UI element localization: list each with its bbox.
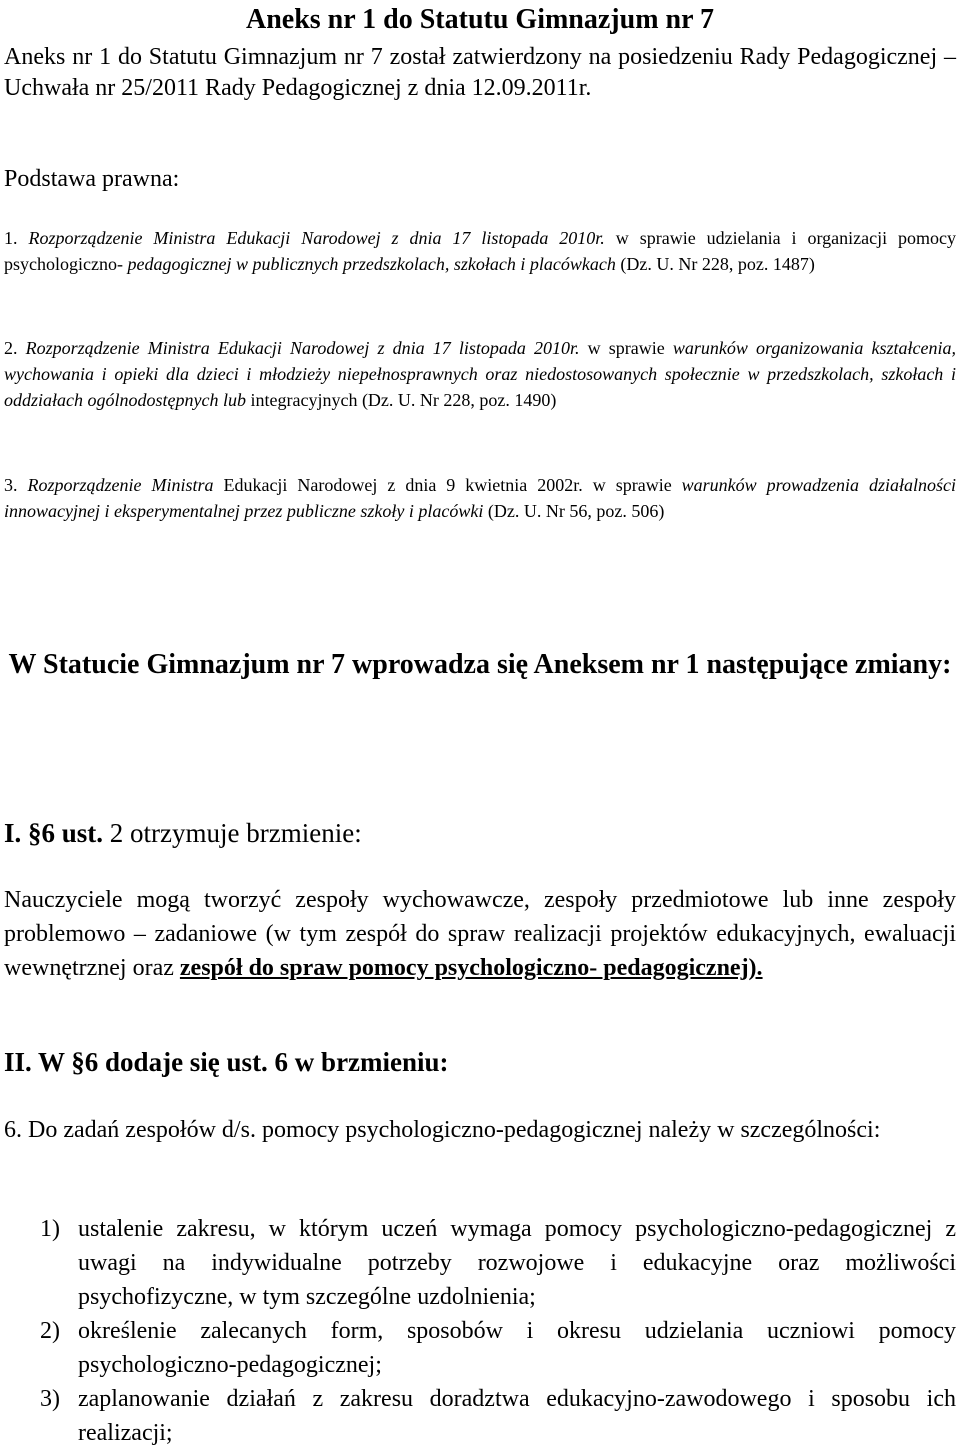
list-item [4,1382,956,1450]
list-item-text: ustalenie zakresu, w którym uczeń wymaga pomocy psychologiczno-pedagogicznej z uwagi na indywidualne potrzeby rozwojowe i edukacyjne oraz możliwości psychofizyczne, w tym szczególne uzdolnienia; [78,1216,956,1310]
section-1-body-underlined: zespół do spraw pomocy psychologiczno- pedagogicznej). [179,955,763,981]
intro-paragraph: Aneks nr 1 do Statutu Gimnazjum nr 7 został zatwierdzony na posiedzeniu Rady Pedagogicznej – Uchwała nr 25/2011 Rady Pedagogicznej z dnia 12.09.2011r. [4,44,956,101]
regulation-subject-italic: warunków prowadzenia działalności innowacyjnej i eksperymentalnej przez publiczne szkoły i placówki [4,475,956,521]
regulation-number: 3. [4,475,18,495]
section-1-label-rest: 2 otrzymuje brzmienie: [109,818,362,848]
regulation-3 [4,472,956,524]
regulation-citation: integracyjnych (Dz. U. Nr 228, poz. 1490) [250,390,557,410]
regulation-number: 1. [4,228,18,248]
regulation-title: Rozporządzenie Ministra [27,475,214,495]
list-item-number: 3) [40,1386,60,1412]
regulation-2 [4,335,956,413]
regulation-title: Rozporządzenie Ministra Edukacji Narodowej z dnia 17 listopada 2010r. [28,228,605,248]
regulation-subject-italic: pedagogicznej w publicznych przedszkolach, szkołach i placówkach [127,254,616,274]
list-item [4,1212,956,1314]
section-1-label: I. §6 ust. [4,818,104,848]
regulation-title: Rozporządzenie Ministra Edukacji Narodowej z dnia 17 listopada 2010r. [25,338,580,358]
section-1-heading [4,817,362,849]
list-item-number: 2) [40,1318,60,1344]
document-title: Aneks nr 1 do Statutu Gimnazjum nr 7 [245,4,715,35]
regulation-subject: w sprawie udzielania i organizacji pomocy psychologiczno- [4,228,957,274]
regulation-citation: (Dz. U. Nr 228, poz. 1487) [620,254,815,274]
regulation-number: 2. [4,338,18,358]
regulation-subject: w sprawie [587,338,665,358]
section-1-body-text: Nauczyciele mogą tworzyć zespoły wychowawcze, zespoły przedmiotowe lub inne zespoły problemowo – zadaniowe (w tym zespół do spraw realizacji projektów edukacyjnych, ewaluacji wewnętrznej oraz [4,887,956,981]
list-item-text: zaplanowanie działań z zakresu doradztwa edukacyjno-zawodowego i sposobu ich realizacji; [78,1386,956,1446]
list-item-number: 1) [40,1216,60,1242]
list-item-text: określenie zalecanych form, sposobów i okresu udzielania uczniowi pomocy psychologiczno-pedagogicznej; [78,1318,956,1378]
section-1-body [4,883,956,985]
list-item [4,1314,956,1382]
regulation-subject: Edukacji Narodowej z dnia 9 kwietnia 2002r. w sprawie [223,475,672,495]
regulation-1 [4,225,956,277]
section-2-intro: 6. Do zadań zespołów d/s. pomocy psychologiczno-pedagogicznej należy w szczególności: [4,1117,881,1143]
amendments-heading: W Statucie Gimnazjum nr 7 wprowadza się Aneksem nr 1 następujące zmiany: [8,649,952,680]
regulation-citation: (Dz. U. Nr 56, poz. 506) [487,501,665,521]
section-2-heading: II. W §6 dodaje się ust. 6 w brzmieniu: [4,1047,449,1077]
legal-basis-heading: Podstawa prawna: [4,166,180,192]
tasks-list [4,1212,956,1450]
regulation-subject-italic: warunków organizowania kształcenia, wychowania i opieki dla dzieci i młodzieży niepełnosprawnych oraz niedostosowanych społecznie w przedszkolach, szkołach i oddziałach ogólnodostępnych lub [4,338,957,410]
